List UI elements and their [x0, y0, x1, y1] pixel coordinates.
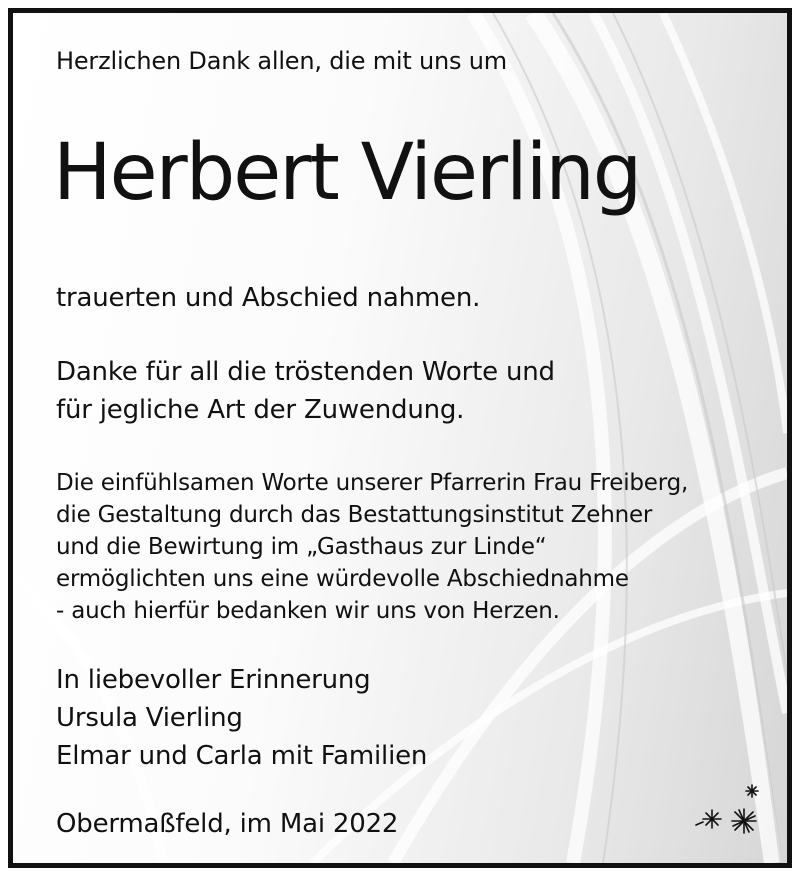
details-line: und die Bewirtung im „Gasthaus zur Linde“: [56, 534, 547, 560]
details-line: die Gestaltung durch das Bestattungsinstitut Zehner: [56, 502, 653, 528]
deceased-name: Herbert Vierling: [53, 128, 641, 218]
details-line: ermöglichten uns eine würdevolle Abschiednahme: [56, 566, 629, 592]
signature-block: [56, 661, 427, 775]
obituary-notice: [8, 8, 792, 868]
thanks-paragraph: [56, 353, 555, 429]
place-date: Obermaßfeld, im Mai 2022: [56, 809, 399, 839]
details-paragraph: [56, 467, 688, 627]
thanks-line: für jegliche Art der Zuwendung.: [56, 395, 465, 425]
dandelion-seeds-icon: [688, 781, 768, 841]
signature-line: In liebevoller Erinnerung: [56, 665, 371, 695]
details-line: Die einfühlsamen Worte unserer Pfarrerin Frau Freiberg,: [56, 470, 689, 496]
thanks-line: Danke für all die tröstenden Worte und: [56, 357, 555, 387]
signature-line: Elmar und Carla mit Familien: [56, 741, 428, 771]
intro-text: Herzlichen Dank allen, die mit uns um: [56, 47, 507, 75]
signature-line: Ursula Vierling: [56, 703, 243, 733]
mourning-line: trauerten und Abschied nahmen.: [56, 283, 481, 313]
details-line: - auch hierfür bedanken wir uns von Herzen.: [56, 598, 560, 624]
